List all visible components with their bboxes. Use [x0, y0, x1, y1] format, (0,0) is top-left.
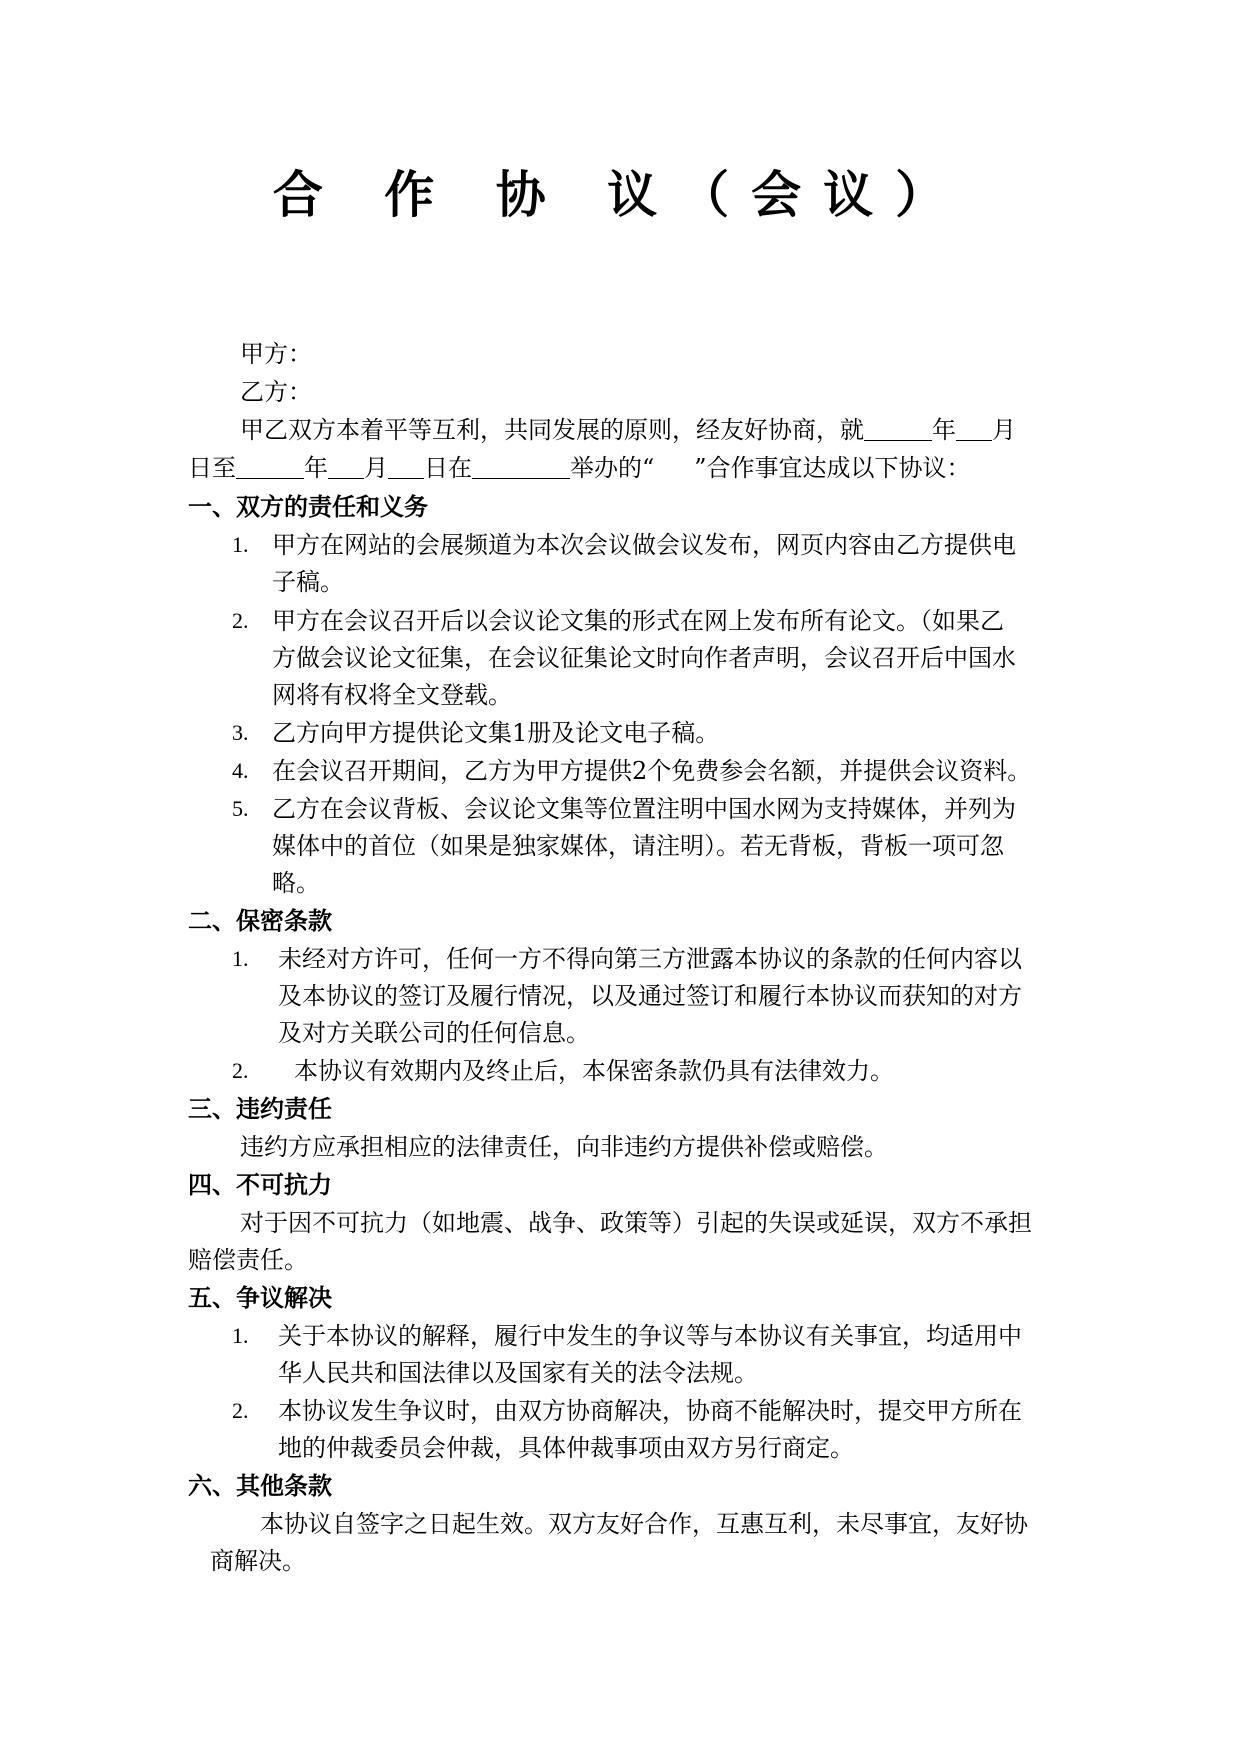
held-by: 举办的“ [570, 454, 655, 482]
item-number: 1. [232, 532, 249, 557]
item-line: 乙方在会议背板、会议论文集等位置注明中国水网为支持媒体，并列为 [272, 795, 1016, 823]
blank-day [388, 454, 424, 479]
item-number: 2. [232, 1058, 249, 1083]
date-to: 日至 [188, 454, 236, 482]
item-line: 及本协议的签订及履行情况，以及通过签订和履行本协议而获知的对方 [278, 982, 1022, 1010]
item-number: 3. [232, 720, 249, 745]
blank-location [472, 454, 570, 479]
document-title: 合 作 协 议（会议） [272, 166, 968, 224]
item-number: 5. [232, 796, 249, 821]
paragraph-line: 本协议自签字之日起生效。双方友好合作，互惠互利，未尽事宜，友好协 [260, 1510, 1028, 1538]
item-line: 在会议召开期间，乙方为甲方提供2个免费参会名额，并提供会议资料。 [272, 757, 1032, 785]
paragraph-line: 赔偿责任。 [188, 1246, 308, 1274]
paragraph-line: 违约方应承担相应的法律责任，向非违约方提供补偿或赔偿。 [240, 1133, 888, 1161]
item-line: 子稿。 [272, 568, 344, 596]
year-char-2: 年 [304, 454, 328, 482]
intro-line-1 [240, 413, 1016, 447]
item-line: 及对方关联公司的任何信息。 [278, 1019, 590, 1047]
item-number: 4. [232, 758, 249, 783]
blank-year [864, 416, 932, 441]
section-heading: 一、双方的责任和义务 [188, 493, 428, 521]
section-heading: 四、不可抗力 [188, 1171, 332, 1199]
section-heading: 二、保密条款 [188, 907, 332, 935]
item-line: 本协议发生争议时，由双方协商解决，协商不能解决时，提交甲方所在 [278, 1397, 1022, 1425]
item-line: 媒体中的首位（如果是独家媒体，请注明）。若无背板，背板一项可忽 [272, 832, 1004, 860]
item-line: 甲方在会议召开后以会议论文集的形式在网上发布所有论文。（如果乙 [272, 607, 1004, 635]
item-line: 地的仲裁委员会仲裁，具体仲裁事项由双方另行商定。 [278, 1434, 854, 1462]
section-heading: 三、违约责任 [188, 1095, 332, 1123]
item-line: 略。 [272, 869, 320, 897]
item-line: 网将有权将全文登载。 [272, 681, 512, 709]
item-number: 2. [232, 608, 249, 633]
item-line: 方做会议论文征集，在会议征集论文时向作者声明，会议召开后中国水 [272, 644, 1016, 672]
section-heading: 六、其他条款 [188, 1472, 332, 1500]
item-line: 未经对方许可，任何一方不得向第三方泄露本协议的条款的任何内容以 [278, 945, 1022, 973]
item-number: 1. [232, 1323, 249, 1348]
item-number: 2. [232, 1398, 249, 1423]
blank-year-2 [236, 454, 304, 479]
item-line: 关于本协议的解释，履行中发生的争议等与本协议有关事宜，均适用中 [278, 1322, 1022, 1350]
paragraph-line: 对于因不可抗力（如地震、战争、政策等）引起的失误或延误，双方不承担 [240, 1209, 1032, 1237]
item-line: 甲方在网站的会展频道为本次会议做会议发布，网页内容由乙方提供电 [272, 531, 1016, 559]
item-line: 乙方向甲方提供论文集1册及论文电子稿。 [272, 719, 720, 747]
party-a-label: 甲方： [240, 340, 312, 368]
section-heading: 五、争议解决 [188, 1284, 332, 1312]
month-char-2: 月 [364, 454, 388, 482]
blank-month-2 [328, 454, 364, 479]
intro-text: 甲乙双方本着平等互利，共同发展的原则，经友好协商，就 [240, 416, 864, 444]
item-line: 本协议有效期内及终止后，本保密条款仍具有法律效力。 [294, 1057, 894, 1085]
blank-month [956, 416, 992, 441]
paragraph-line: 商解决。 [210, 1547, 306, 1575]
item-line: 华人民共和国法律以及国家有关的法令法规。 [278, 1359, 758, 1387]
intro-line-2 [188, 451, 971, 485]
month-char: 月 [992, 416, 1016, 444]
intro-end: ”合作事宜达成以下协议： [694, 454, 971, 482]
year-char: 年 [932, 416, 956, 444]
day-at: 日在 [424, 454, 472, 482]
party-b-label: 乙方： [240, 378, 312, 406]
item-number: 1. [232, 946, 249, 971]
